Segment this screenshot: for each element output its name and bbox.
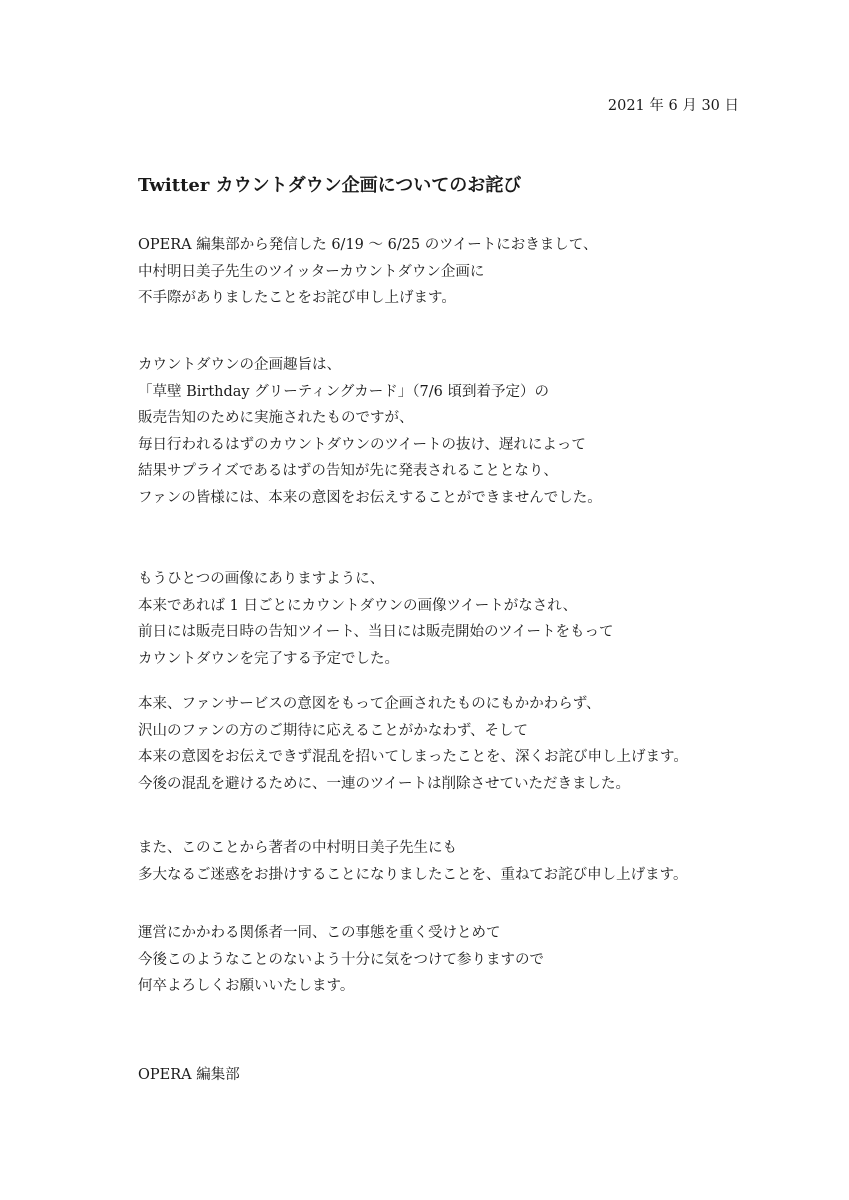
text-line: 本来であれば 1 日ごとにカウントダウンの画像ツイートがなされ、 <box>138 597 578 614</box>
paragraph-campaign-purpose <box>138 352 602 511</box>
text-line: 沢山のファンの方のご期待に応えることがかなわず、そして <box>138 722 529 739</box>
text-line: 本来、ファンサービスの意図をもって企画されたものにもかかわらず、 <box>138 696 601 712</box>
document-title: Twitter カウントダウン企画についてのお詫び <box>138 175 522 196</box>
paragraph-closing <box>138 920 544 1000</box>
paragraph-apology-intro <box>138 232 597 312</box>
text-line: ファンの皆様には、本来の意図をお伝えすることができませんでした。 <box>138 489 602 506</box>
text-line: カウントダウンの企画趣旨は、 <box>138 357 341 373</box>
text-line: 結果サプライズであるはずの告知が先に発表されることとなり、 <box>138 463 558 479</box>
text-line: カウントダウンを完了する予定でした。 <box>138 650 399 667</box>
document-signature: OPERA 編集部 <box>138 1067 240 1083</box>
paragraph-deep-apology <box>138 691 688 797</box>
paragraph-original-plan <box>138 566 613 672</box>
paragraph-author-apology <box>138 835 687 888</box>
text-line: 中村明日美子先生のツイッターカウントダウン企画に <box>138 263 485 280</box>
text-line: 不手際がありましたことをお詫び申し上げます。 <box>138 290 456 306</box>
text-line: 多大なるご迷惑をお掛けすることになりましたことを、重ねてお詫び申し上げます。 <box>138 866 688 883</box>
text-line: 毎日行われるはずのカウントダウンのツイートの抜け、遅れによって <box>138 436 586 453</box>
text-line: 今後の混乱を避けるために、一連のツイートは削除させていただきました。 <box>138 775 630 792</box>
text-line: もうひとつの画像にありますように、 <box>138 571 385 587</box>
text-line: 本来の意図をお伝えできず混乱を招いてしまったことを、深くお詫び申し上げます。 <box>138 749 688 765</box>
text-line: 販売告知のために実施されたものですが、 <box>138 410 414 426</box>
text-line: 運営にかかわる関係者一同、この事態を重く受けとめて <box>138 925 501 941</box>
text-line: 「草壁 Birthday グリーティングカード」（7/6 頃到着予定）の <box>138 383 549 400</box>
document-date: 2021 年 6 月 30 日 <box>607 98 739 114</box>
text-line: 前日には販売日時の告知ツイート、当日には販売開始のツイートをもって <box>138 624 614 640</box>
text-line: 何卒よろしくお願いいたします。 <box>138 978 355 994</box>
text-line: OPERA 編集部から発信した 6/19 〜 6/25 のツイートにおきまして、 <box>138 237 598 253</box>
text-line: 今後このようなことのないよう十分に気をつけて参りますので <box>138 951 544 968</box>
text-line: また、このことから著者の中村明日美子先生にも <box>138 840 457 856</box>
